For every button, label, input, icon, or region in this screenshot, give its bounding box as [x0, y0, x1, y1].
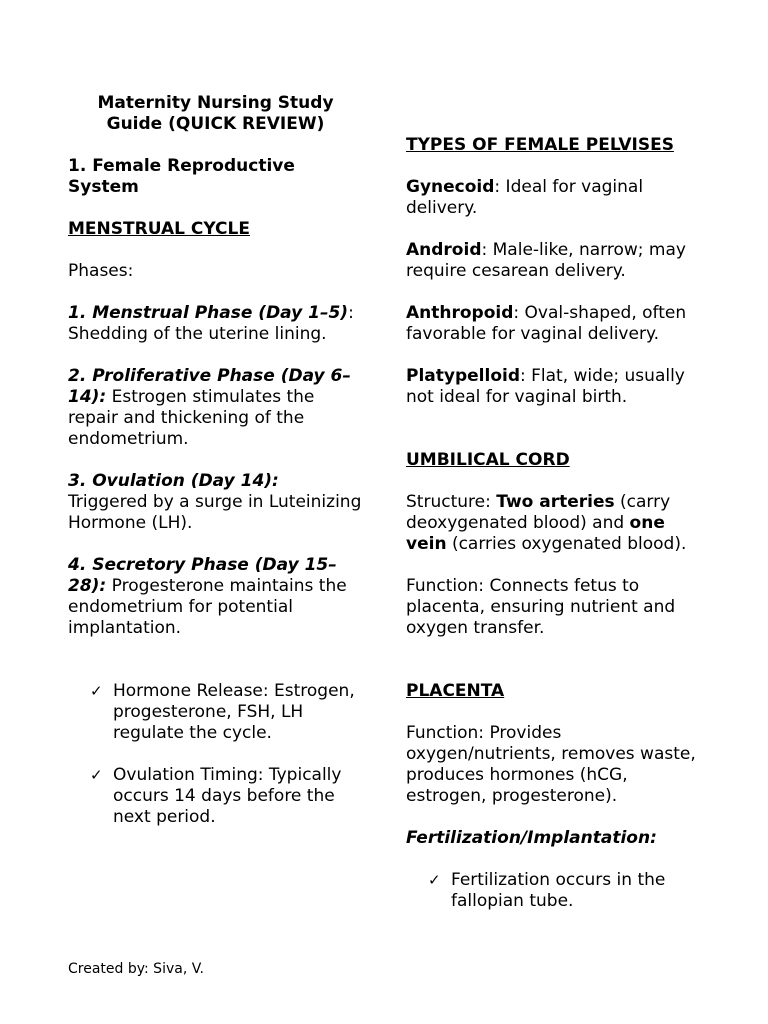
hormone-checklist — [68, 681, 363, 828]
placenta-function: Function: Provides oxygen/nutrients, removes waste, produces hormones (hCG, estrogen, progesterone). — [406, 723, 696, 806]
placenta-heading: PLACENTA — [406, 681, 505, 701]
phase-1-term: 1. Menstrual Phase (Day 1–5) — [68, 303, 349, 323]
platypelloid-desc: : Flat, wide; usually not ideal for vaginal birth. — [406, 366, 685, 407]
gynecoid-desc: : Ideal for vaginal delivery. — [406, 177, 644, 218]
phase-3-desc: Triggered by a surge in Luteinizing Hormone (LH). — [68, 492, 362, 533]
menstrual-cycle-heading: MENSTRUAL CYCLE — [68, 219, 250, 239]
android — [406, 240, 706, 282]
platypelloid — [406, 366, 706, 408]
phase-1 — [68, 303, 363, 345]
phases-label: Phases: — [68, 261, 134, 281]
platypelloid-term: Platypelloid — [406, 366, 520, 386]
cord-function: Function: Connects fetus to placenta, ensuring nutrient and oxygen transfer. — [406, 576, 676, 638]
pelvis-heading: TYPES OF FEMALE PELVISES — [406, 135, 674, 155]
umbilical-cord-heading: UMBILICAL CORD — [406, 450, 570, 470]
right-column — [406, 135, 706, 933]
anthropoid — [406, 303, 706, 345]
list-item — [68, 765, 363, 828]
left-column — [68, 93, 363, 849]
android-term: Android — [406, 240, 482, 260]
android-desc: : Male-like, narrow; may require cesarean delivery. — [406, 240, 686, 281]
check-text: Ovulation Timing: Typically occurs 14 days before the next period. — [113, 765, 342, 827]
checkmark-icon: ✓ — [90, 682, 103, 700]
anthropoid-desc: : Oval-shaped, often favorable for vaginal delivery. — [406, 303, 687, 344]
anthropoid-term: Anthropoid — [406, 303, 514, 323]
check-text: Hormone Release: Estrogen, progesterone, FSH, LH regulate the cycle. — [113, 681, 355, 743]
checkmark-icon: ✓ — [428, 871, 441, 889]
checkmark-icon: ✓ — [90, 766, 103, 784]
fertilization-heading: Fertilization/Implantation: — [406, 828, 657, 848]
gynecoid-term: Gynecoid — [406, 177, 495, 197]
fertilization-checklist — [406, 870, 706, 912]
list-item — [406, 870, 706, 912]
vein-desc: (carries oxygenated blood). — [446, 534, 687, 554]
cord-structure — [406, 492, 706, 555]
gynecoid — [406, 177, 706, 219]
section-heading: 1. Female Reproductive System — [68, 156, 295, 197]
phase-2 — [68, 366, 363, 450]
phase-1-desc: : Shedding of the uterine lining. — [68, 303, 354, 344]
vein-term: one vein — [406, 513, 665, 554]
phase-4-desc: Progesterone maintains the endometrium for potential implantation. — [68, 576, 347, 638]
phase-2-desc: Estrogen stimulates the repair and thickening of the endometrium. — [68, 387, 315, 449]
phase-2-term: 2. Proliferative Phase (Day 6–14): — [68, 366, 351, 407]
phase-3-term: 3. Ovulation (Day 14): — [68, 471, 279, 491]
arteries-term: Two arteries — [496, 492, 615, 512]
footer-credit: Created by: Siva, V. — [68, 961, 204, 977]
phase-3 — [68, 471, 363, 534]
list-item — [68, 681, 363, 744]
structure-label: Structure: — [406, 492, 497, 512]
check-text: Fertilization occurs in the fallopian tube. — [451, 870, 666, 911]
document-title: Maternity Nursing Study Guide (QUICK REVIEW) — [97, 93, 334, 134]
phase-4 — [68, 555, 363, 639]
phase-4-term: 4. Secretory Phase (Day 15–28): — [68, 555, 337, 596]
arteries-desc: (carry deoxygenated blood) and — [406, 492, 671, 533]
